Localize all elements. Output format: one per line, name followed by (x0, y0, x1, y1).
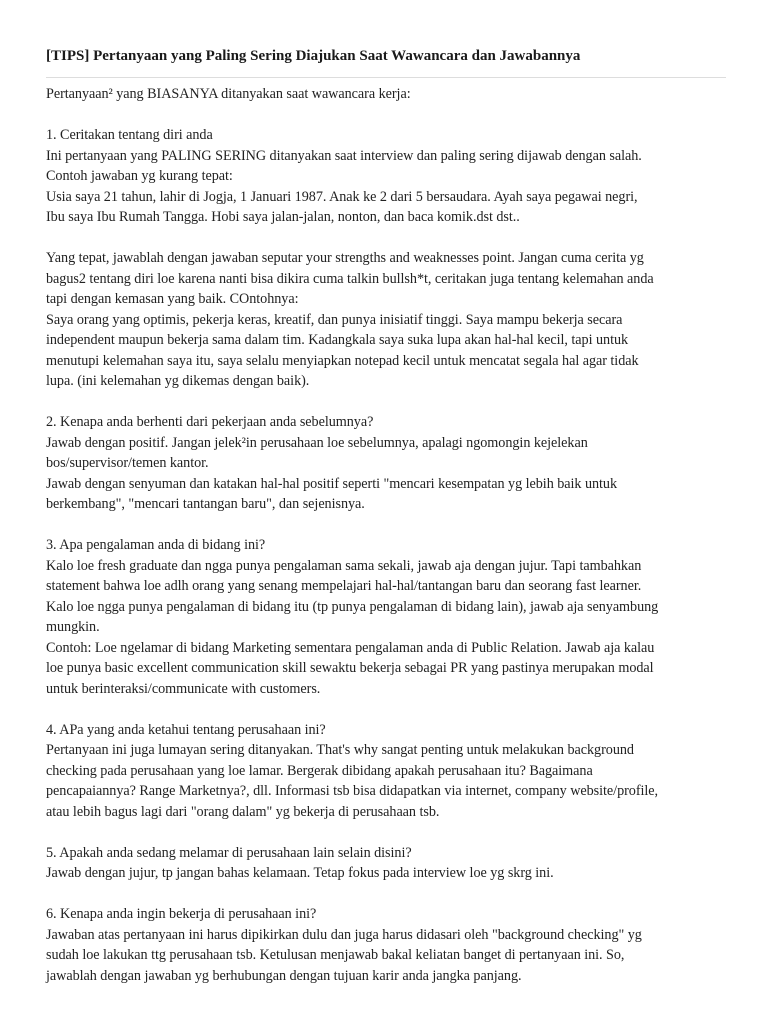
text-line: lupa. (ini kelemahan yg dikemas dengan baik). (46, 373, 310, 389)
title-divider (46, 77, 726, 78)
document-page (46, 46, 726, 986)
text-line: menutupi kelemahan saya itu, saya selalu menyiapkan notepad kecil untuk mencatat segala hal agar tidak (46, 352, 639, 369)
text-line: bos/supervisor/temen kantor. (46, 455, 209, 471)
text-line: untuk berinteraksi/communicate with customers. (46, 680, 321, 697)
text-line: Kalo loe ngga punya pengalaman di bidang itu (tp punya pengalaman di bidang lain), jawab aja senyambung (46, 598, 659, 615)
text-line: berkembang", "mencari tantangan baru", dan sejenisnya. (46, 496, 365, 512)
paragraph-gap (46, 515, 726, 536)
paragraph-gap (46, 699, 726, 720)
text-line: 4. APa yang anda ketahui tentang perusahaan ini? (46, 721, 326, 738)
text-line: 1. Ceritakan tentang diri anda (46, 127, 213, 143)
document-body (46, 84, 726, 986)
text-line: Ibu saya Ibu Rumah Tangga. Hobi saya jalan-jalan, nonton, dan baca komik.dst dst.. (46, 209, 520, 225)
text-line: Kalo loe fresh graduate dan ngga punya pengalaman sama sekali, jawab aja dengan jujur. Tapi tambahkan (46, 557, 642, 574)
text-line: pencapaiannya? Range Marketnya?, dll. Informasi tsb bisa didapatkan via internet, company website/profile, (46, 783, 659, 799)
text-line: loe punya basic excellent communication skill sewaktu bekerja sebagai PR yang pastinya merupakan modal (46, 660, 654, 676)
document-title: [TIPS] Pertanyaan yang Paling Sering Diajukan Saat Wawancara dan Jawabannya (46, 48, 581, 64)
text-line: atau lebih bagus lagi dari "orang dalam" yg bekerja di perusahaan tsb. (46, 803, 440, 820)
text-line: 3. Apa pengalaman anda di bidang ini? (46, 537, 266, 553)
paragraph-gap (46, 884, 726, 905)
text-line: 5. Apakah anda sedang melamar di perusahaan lain selain disini? (46, 844, 412, 861)
text-line: independent maupun bekerja sama dalam tim. Kadangkala saya suka lupa akan hal-hal kecil, tapi untuk (46, 332, 629, 348)
text-line: Jawab dengan senyuman dan katakan hal-hal positif seperti "mencari kesempatan yg lebih baik untuk (46, 475, 618, 492)
text-line: Jawab dengan jujur, tp jangan bahas kelamaan. Tetap fokus pada interview loe yg skrg ini. (46, 865, 554, 881)
paragraph-gap (46, 822, 726, 843)
text-line: checking pada perusahaan yang loe lamar. Bergerak dibidang apakah perusahaan itu? Bagaimana (46, 762, 593, 779)
text-line: Contoh: Loe ngelamar di bidang Marketing sementara pengalaman anda di Public Relation. Jawab aja kalau (46, 639, 655, 656)
text-line: Yang tepat, jawablah dengan jawaban seputar your strengths and weaknesses point. Jangan cuma cerita yg (46, 250, 644, 266)
text-line: mungkin. (46, 619, 100, 635)
text-line: Saya orang yang optimis, pekerja keras, kreatif, dan punya inisiatif tinggi. Saya mampu bekerja secara (46, 311, 623, 328)
text-line: Pertanyaan ini juga lumayan sering ditanyakan. That's why sangat penting untuk melakukan background (46, 742, 634, 758)
text-line: tapi dengan kemasan yang baik. COntohnya: (46, 291, 299, 307)
paragraph-gap (46, 228, 726, 249)
text-line: jawablah dengan jawaban yg berhubungan dengan tujuan karir anda jangka panjang. (46, 967, 522, 984)
text-line: Contoh jawaban yg kurang tepat: (46, 168, 233, 184)
text-line: Jawab dengan positif. Jangan jelek²in perusahaan loe sebelumnya, apalagi ngomongin kejelekan (46, 434, 588, 451)
paragraph-gap (46, 392, 726, 413)
paragraph-gap (46, 105, 726, 126)
text-line: bagus2 tentang diri loe karena nanti bisa dikira cuma talkin bullsh*t, ceritakan juga tentang kelemahan anda (46, 270, 654, 287)
text-line: Usia saya 21 tahun, lahir di Jogja, 1 Januari 1987. Anak ke 2 dari 5 bersaudara. Ayah saya pegawai negri, (46, 188, 638, 205)
text-line: Ini pertanyaan yang PALING SERING ditanyakan saat interview dan paling sering dijawab dengan salah. (46, 147, 642, 164)
text-line: 6. Kenapa anda ingin bekerja di perusahaan ini? (46, 906, 317, 922)
text-line: Jawaban atas pertanyaan ini harus dipikirkan dulu dan juga harus didasari oleh "background checking" yg (46, 926, 642, 943)
text-line: 2. Kenapa anda berhenti dari pekerjaan anda sebelumnya? (46, 414, 374, 430)
text-line: Pertanyaan² yang BIASANYA ditanyakan saat wawancara kerja: (46, 86, 411, 102)
text-line: sudah loe lakukan ttg perusahaan tsb. Ketulusan menjawab bakal keliatan banget di pertanyaan ini. So, (46, 947, 625, 963)
text-line: statement bahwa loe adlh orang yang senang mempelajari hal-hal/tantangan baru dan seorang fast learner. (46, 578, 642, 594)
